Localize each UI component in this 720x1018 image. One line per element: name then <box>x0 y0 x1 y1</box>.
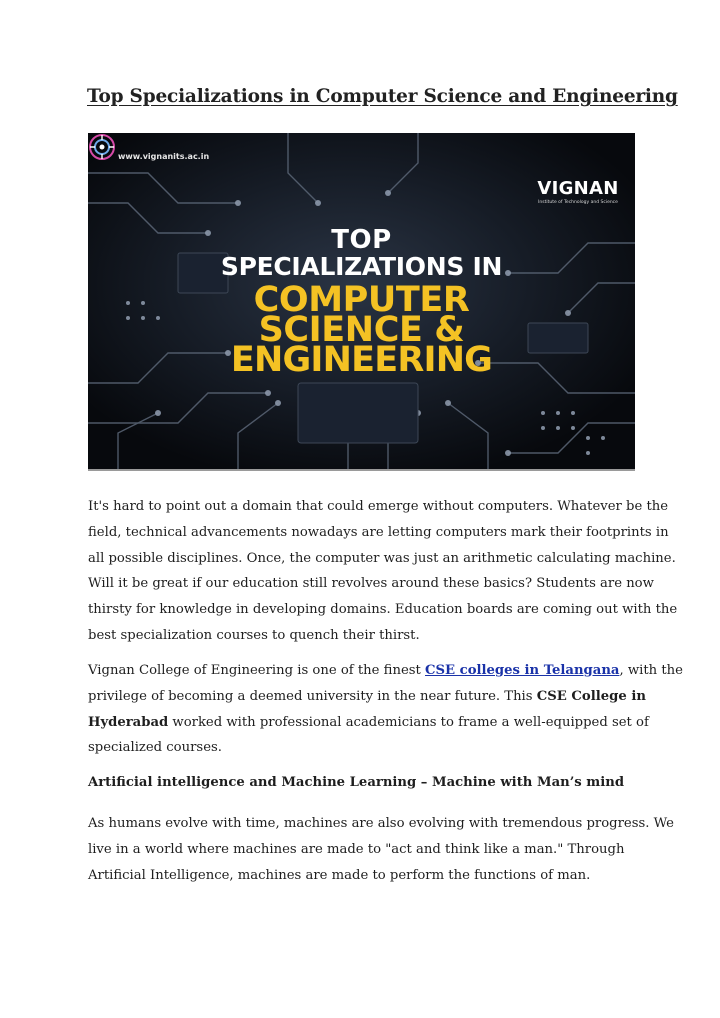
paragraph-line: specialized courses. <box>88 740 222 756</box>
paragraph-line: field, technical advancements nowadays are letting computers mark their footprints in <box>88 524 669 540</box>
paragraph-line <box>88 684 648 710</box>
paragraph-line: Artificial Intelligence, machines are made to perform the functions of man. <box>88 867 591 883</box>
paragraph-line: live in a world where machines are made to "act and think like a man." Through <box>88 841 625 857</box>
banner-headline-science: SCIENCE & <box>258 310 465 350</box>
ai-paragraph <box>88 811 674 888</box>
logo-tagline: Institute of Technology and Science <box>538 200 618 205</box>
section-heading-ai-ml: Artificial intelligence and Machine Learning – Machine with Man’s mind <box>88 775 625 790</box>
banner-image <box>88 133 635 469</box>
paragraph-text: privilege of becoming a deemed university in the near future. This <box>88 688 537 704</box>
banner-headline-engineering: ENGINEERING <box>230 340 493 380</box>
page-title: Top Specializations in Computer Science and Engineering <box>87 86 678 107</box>
paragraph-text: , with the <box>619 663 683 678</box>
vignan-logo-icon <box>88 133 116 161</box>
logo-name: VIGNAN <box>537 178 619 199</box>
paragraph-line: best specialization courses to quench their thirst. <box>88 627 420 643</box>
paragraph-line: all possible disciplines. Once, the computer was just an arithmetic calculating machine. <box>88 550 676 566</box>
intro-paragraph <box>88 494 678 649</box>
cse-colleges-telangana-link[interactable]: CSE colleges in Telangana <box>425 663 620 678</box>
banner-headline-top: TOP <box>331 225 392 255</box>
banner-headline-computer: COMPUTER <box>253 280 470 320</box>
paragraph-line: thirsty for knowledge in developing domains. Education boards are coming out with the <box>88 602 678 618</box>
paragraph-line: As humans evolve with time, machines are also evolving with tremendous progress. We <box>88 816 674 831</box>
bold-cse-college: CSE College in <box>536 688 646 704</box>
paragraph-line <box>88 710 648 736</box>
college-paragraph <box>88 658 683 761</box>
paragraph-line: Will it be great if our education still revolves around these basics? Students are now <box>88 576 654 592</box>
banner-url: www.vignanits.ac.in <box>118 152 210 161</box>
paragraph-text: Vignan College of Engineering is one of the finest <box>88 663 426 678</box>
banner-divider <box>88 469 635 471</box>
paragraph-line: It's hard to point out a domain that could emerge without computers. Whatever be the <box>88 499 669 514</box>
banner-headline-specializations: SPECIALIZATIONS IN <box>220 252 503 281</box>
bold-hyderabad: Hyderabad <box>88 714 169 730</box>
paragraph-text: worked with professional academicians to frame a well-equipped set of <box>168 714 649 730</box>
paragraph-line <box>88 658 683 684</box>
